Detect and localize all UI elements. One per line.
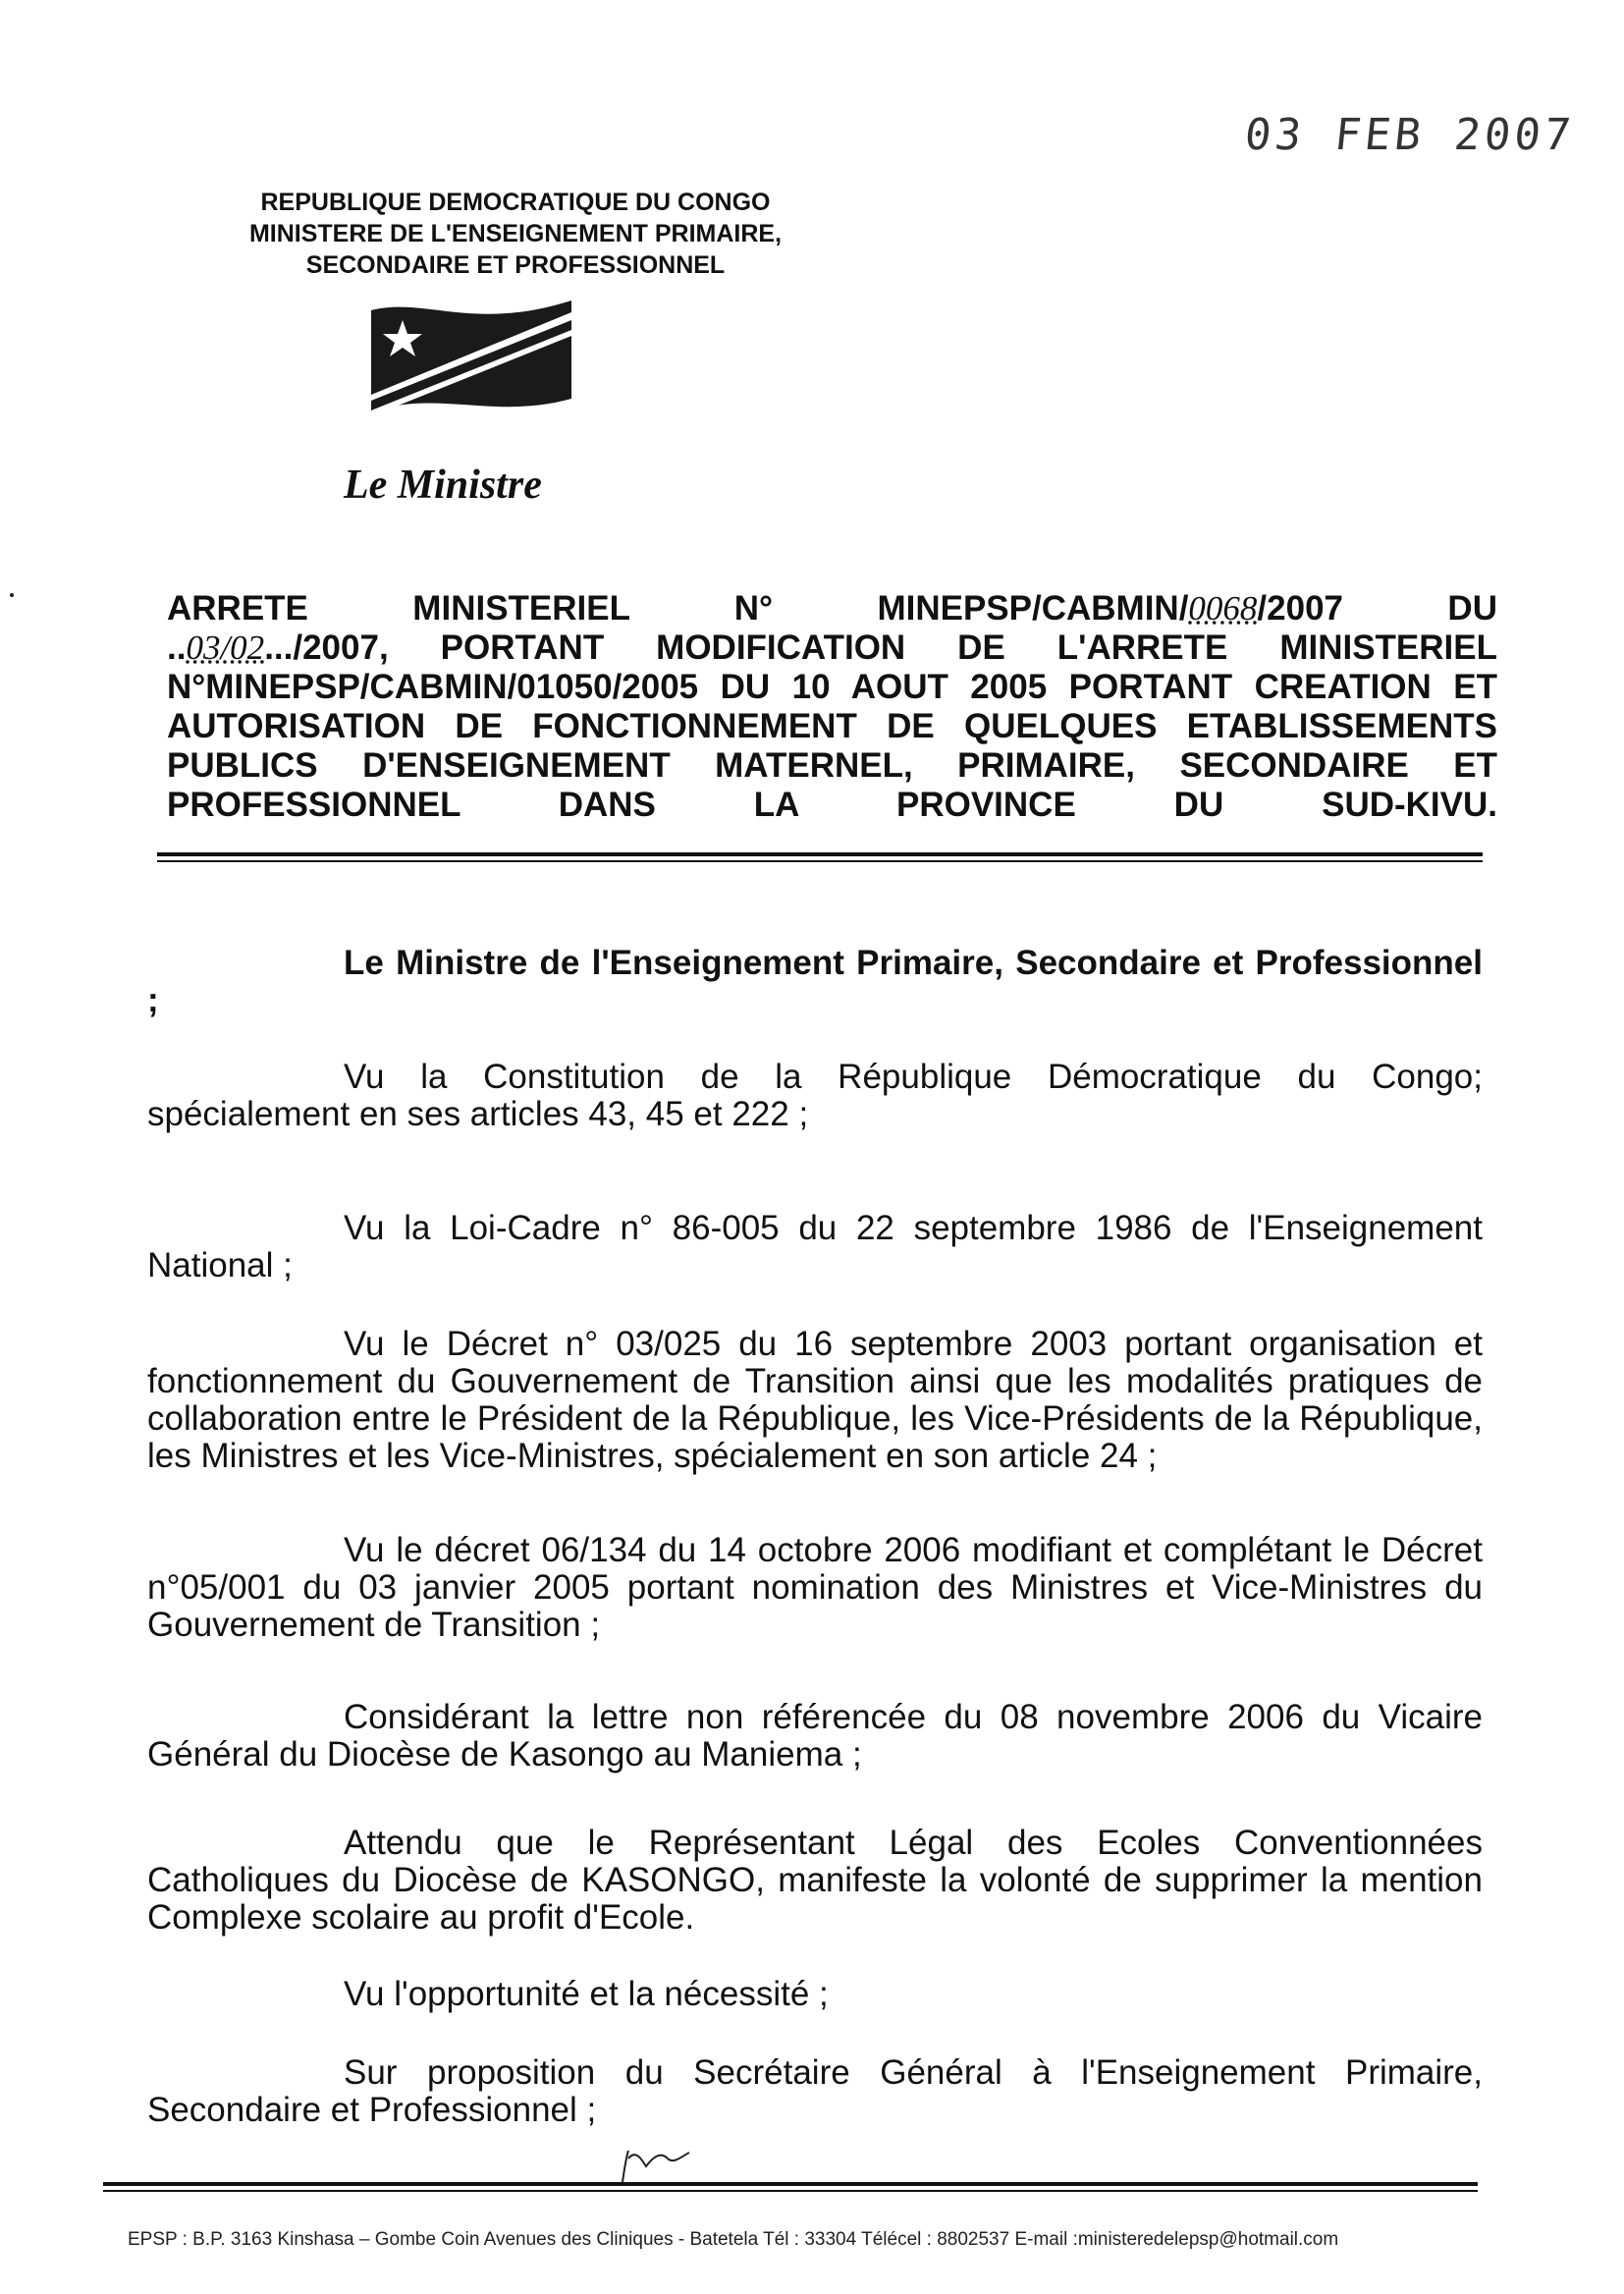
arrete-line-4: AUTORISATION DE FONCTIONNEMENT DE QUELQUES ETABLISSEMENTS	[167, 707, 1497, 745]
arrete-line-6: PROFESSIONNEL DANS LA PROVINCE DU SUD-KIVU.	[167, 786, 1497, 824]
arrete-title	[167, 589, 1497, 825]
preamble-minister: Le Ministre de l'Enseignement Primaire, Secondaire et Professionnel ;	[147, 944, 1483, 1019]
title-rule-top	[157, 852, 1483, 856]
clause-opportunite: Vu l'opportunité et la nécessité ;	[344, 1975, 829, 2013]
footer-address: EPSP : B.P. 3163 Kinshasa – Gombe Coin Avenues des Cliniques - Batetela Tél : 33304 Télécel : 8802537 E-mail :ministeredelepsp@hotmail.com	[128, 2229, 1339, 2250]
handwritten-number: 0068	[1188, 589, 1258, 628]
title-rule-bottom	[157, 860, 1483, 862]
clause-attendu: Attendu que le Représentant Légal des Ecoles Conventionnées Catholiques du Diocèse de KASONGO, manifeste la volonté de supprimer la mention Complexe scolaire au profit d'Ecole.	[147, 1824, 1483, 1937]
minister-title: Le Ministre	[344, 463, 542, 508]
clause-constitution: Vu la Constitution de la République Démocratique du Congo; spécialement en ses articles 43, 45 et 222 ;	[147, 1058, 1483, 1133]
letterhead	[201, 187, 830, 281]
letterhead-country: REPUBLIQUE DEMOCRATIQUE DU CONGO	[260, 189, 771, 216]
arrete-line-1: ARRETE MINISTERIEL N° MINEPSP/CABMIN/0068/2007 DU	[167, 589, 1497, 628]
arrete-line-2: ..03/02.../2007, PORTANT MODIFICATION DE L'ARRETE MINISTERIEL	[167, 628, 1497, 667]
margin-mark	[10, 593, 14, 597]
handwritten-date: 03/02	[186, 628, 265, 667]
stamp-date-text: 03 FEB 2007	[1242, 110, 1578, 160]
arrete-line-3: N°MINEPSP/CABMIN/01050/2005 DU 10 AOUT 2005 PORTANT CREATION ET	[167, 668, 1497, 706]
letterhead-ministry-cont: SECONDAIRE ET PROFESSIONNEL	[305, 251, 726, 279]
drc-flag-icon	[365, 293, 577, 418]
clause-loi-cadre: Vu la Loi-Cadre n° 86-005 du 22 septembre 1986 de l'Enseignement National ;	[147, 1209, 1483, 1284]
received-date-stamp	[1242, 110, 1577, 160]
footer-rule-top	[103, 2182, 1478, 2186]
clause-decret-2003: Vu le Décret n° 03/025 du 16 septembre 2003 portant organisation et fonctionnement du Gouvernement de Transition ainsi que les modalités pratiques de collaboration entre le Président de la République, les Vice-Présidents de la République, les Ministres et les Vice-Ministres, spécialement en son article 24 ;	[147, 1325, 1483, 1475]
arrete-line-5: PUBLICS D'ENSEIGNEMENT MATERNEL, PRIMAIRE, SECONDAIRE ET	[167, 746, 1497, 785]
clause-decret-2006: Vu le décret 06/134 du 14 octobre 2006 modifiant et complétant le Décret n°05/001 du 03 janvier 2005 portant nomination des Ministres et Vice-Ministres du Gouvernement de Transition ;	[147, 1531, 1483, 1644]
letterhead-ministry: MINISTERE DE L'ENSEIGNEMENT PRIMAIRE,	[248, 220, 783, 247]
clause-lettre: Considérant la lettre non référencée du 08 novembre 2006 du Vicaire Général du Diocèse de Kasongo au Maniema ;	[147, 1698, 1483, 1774]
handwritten-initials	[617, 2139, 695, 2188]
clause-proposition: Sur proposition du Secrétaire Général à l'Enseignement Primaire, Secondaire et Professionnel ;	[147, 2053, 1483, 2129]
footer-rule-bottom	[103, 2190, 1478, 2192]
